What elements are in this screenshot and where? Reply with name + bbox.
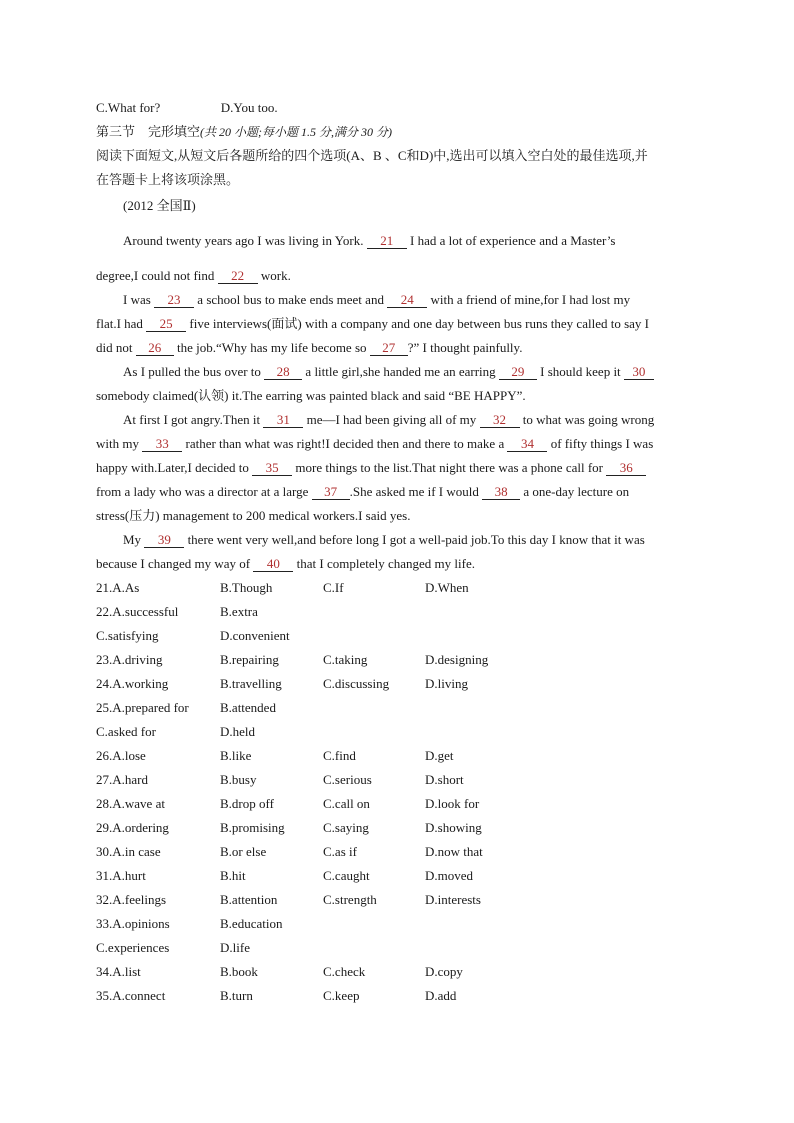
option-choice: D.When bbox=[425, 580, 469, 595]
passage-line: I was 23 a school bus to make ends meet and 24 with a friend of mine,for I had lost my bbox=[123, 292, 631, 307]
blank-32: 32 bbox=[480, 413, 520, 428]
passage-line: flat.I had 25 five interviews(面试) with a company and one day between bus runs they called to say I bbox=[96, 316, 649, 331]
option-choice: 31.A.hurt bbox=[96, 868, 146, 883]
option-choice: C.check bbox=[323, 964, 366, 979]
blank-40: 40 bbox=[253, 557, 293, 572]
option-choice: D.copy bbox=[425, 964, 463, 979]
option-choice: C.caught bbox=[323, 868, 370, 883]
option-choice: D.showing bbox=[425, 820, 482, 835]
option-choice: C.serious bbox=[323, 772, 372, 787]
option-choice: 34.A.list bbox=[96, 964, 141, 979]
option-choice: D.get bbox=[425, 748, 454, 763]
passage-line: from a lady who was a director at a large 37 .She asked me if I would 38 a one-day lecture on bbox=[96, 484, 630, 499]
blank-22: 22 bbox=[218, 269, 258, 284]
blank-31: 31 bbox=[263, 413, 303, 428]
section-note: (共 20 小题;每小题 1.5 分,满分 30 分) bbox=[200, 125, 393, 139]
passage-line: My 39 there went very well,and before long I got a well-paid job.To this day I know that it was bbox=[123, 532, 645, 547]
option-choice: D.convenient bbox=[220, 628, 290, 643]
option-choice: C.discussing bbox=[323, 676, 390, 691]
blank-35: 35 bbox=[252, 461, 292, 476]
blank-28: 28 bbox=[264, 365, 302, 380]
option-choice: D.moved bbox=[425, 868, 474, 883]
section-title: 第三节 完形填空 bbox=[96, 124, 201, 139]
passage-line: did not 26 the job.“Why has my life become so 27 ?” I thought painfully. bbox=[96, 340, 523, 355]
blank-27: 27 bbox=[370, 341, 408, 356]
option-choice: B.busy bbox=[220, 772, 257, 787]
option-choice: B.attention bbox=[220, 892, 278, 907]
passage-line: with my 33 rather than what was right!I decided then and there to make a 34 of fifty things I was bbox=[96, 436, 654, 451]
option-choice: 27.A.hard bbox=[96, 772, 148, 787]
option-choice: 21.A.As bbox=[96, 580, 140, 595]
option-choice: C.as if bbox=[323, 844, 357, 859]
passage-line: Around twenty years ago I was living in York. 21 I had a lot of experience and a Master’s bbox=[123, 233, 616, 248]
option-choice: 33.A.opinions bbox=[96, 916, 170, 931]
option-choice: C.strength bbox=[323, 892, 377, 907]
section-heading bbox=[96, 124, 392, 140]
option-choice: 22.A.successful bbox=[96, 604, 179, 619]
option-choice: 28.A.wave at bbox=[96, 796, 165, 811]
option-choice: C.call on bbox=[323, 796, 370, 811]
blank-30: 30 bbox=[624, 365, 654, 380]
blank-36: 36 bbox=[606, 461, 646, 476]
blank-39: 39 bbox=[144, 533, 184, 548]
option-choice: D.add bbox=[425, 988, 457, 1003]
blank-37: 37 bbox=[312, 485, 350, 500]
option-choice: D.now that bbox=[425, 844, 483, 859]
top-options-row bbox=[96, 100, 278, 116]
passage-line: stress(压力) management to 200 medical workers.I said yes. bbox=[96, 508, 411, 523]
option-choice: B.hit bbox=[220, 868, 246, 883]
passage-line: As I pulled the bus over to 28 a little girl,she handed me an earring 29 I should keep it 30 bbox=[123, 364, 654, 380]
option-choice: 23.A.driving bbox=[96, 652, 163, 667]
passage-line: At first I got angry.Then it 31 me—I had been giving all of my 32 to what was going wrong bbox=[123, 412, 655, 427]
blank-38: 38 bbox=[482, 485, 520, 500]
instruction-line-1: 阅读下面短文,从短文后各题所给的四个选项(A、B 、C和D)中,选出可以填入空白处的最佳选项,并 bbox=[96, 148, 648, 163]
option-choice: C.find bbox=[323, 748, 356, 763]
blank-29: 29 bbox=[499, 365, 537, 380]
option-d: D.You too. bbox=[220, 100, 278, 115]
option-choice: C.asked for bbox=[96, 724, 156, 739]
option-choice: 32.A.feelings bbox=[96, 892, 167, 907]
option-choice: B.repairing bbox=[220, 652, 279, 667]
option-choice: 26.A.lose bbox=[96, 748, 146, 763]
option-choice: D.look for bbox=[425, 796, 480, 811]
option-choice: B.drop off bbox=[220, 796, 274, 811]
option-choice: B.attended bbox=[220, 700, 276, 715]
option-choice: 35.A.connect bbox=[96, 988, 166, 1003]
blank-33: 33 bbox=[142, 437, 182, 452]
option-choice: 25.A.prepared for bbox=[96, 700, 189, 715]
option-choice: D.interests bbox=[425, 892, 481, 907]
blank-34: 34 bbox=[507, 437, 547, 452]
passage-line: happy with.Later,I decided to 35 more things to the list.That night there was a phone call for 36 bbox=[96, 460, 646, 476]
blank-25: 25 bbox=[146, 317, 186, 332]
option-choice: 30.A.in case bbox=[96, 844, 161, 859]
option-choice: B.turn bbox=[220, 988, 253, 1003]
option-choice: C.satisfying bbox=[96, 628, 159, 643]
option-choice: C.taking bbox=[323, 652, 368, 667]
option-choice: D.designing bbox=[425, 652, 489, 667]
option-choice: C.keep bbox=[323, 988, 360, 1003]
passage-line: somebody claimed(认领) it.The earring was painted black and said “BE HAPPY”. bbox=[96, 388, 526, 403]
blank-23: 23 bbox=[154, 293, 194, 308]
source-label: (2012 全国Ⅱ) bbox=[123, 198, 196, 213]
option-choice: B.like bbox=[220, 748, 252, 763]
option-choice: B.travelling bbox=[220, 676, 282, 691]
option-choice: C.experiences bbox=[96, 940, 170, 955]
instruction-line-2: 在答题卡上将该项涂黑。 bbox=[96, 172, 240, 187]
blank-26: 26 bbox=[136, 341, 174, 356]
option-choice: 29.A.ordering bbox=[96, 820, 169, 835]
option-choice: D.life bbox=[220, 940, 250, 955]
blank-21: 21 bbox=[367, 234, 407, 249]
option-choice: D.short bbox=[425, 772, 464, 787]
option-choice: B.Though bbox=[220, 580, 273, 595]
option-choice: B.extra bbox=[220, 604, 258, 619]
option-c: C.What for? bbox=[96, 100, 161, 115]
option-choice: B.book bbox=[220, 964, 258, 979]
option-choice: B.promising bbox=[220, 820, 285, 835]
option-choice: D.living bbox=[425, 676, 468, 691]
option-choice: C.If bbox=[323, 580, 344, 595]
option-choice: D.held bbox=[220, 724, 256, 739]
option-choice: B.education bbox=[220, 916, 283, 931]
blank-24: 24 bbox=[387, 293, 427, 308]
passage-line: degree,I could not find 22 work. bbox=[96, 268, 291, 283]
passage-line: because I changed my way of 40 that I completely changed my life. bbox=[96, 556, 475, 571]
option-choice: B.or else bbox=[220, 844, 267, 859]
option-choice: C.saying bbox=[323, 820, 369, 835]
option-choice: 24.A.working bbox=[96, 676, 169, 691]
